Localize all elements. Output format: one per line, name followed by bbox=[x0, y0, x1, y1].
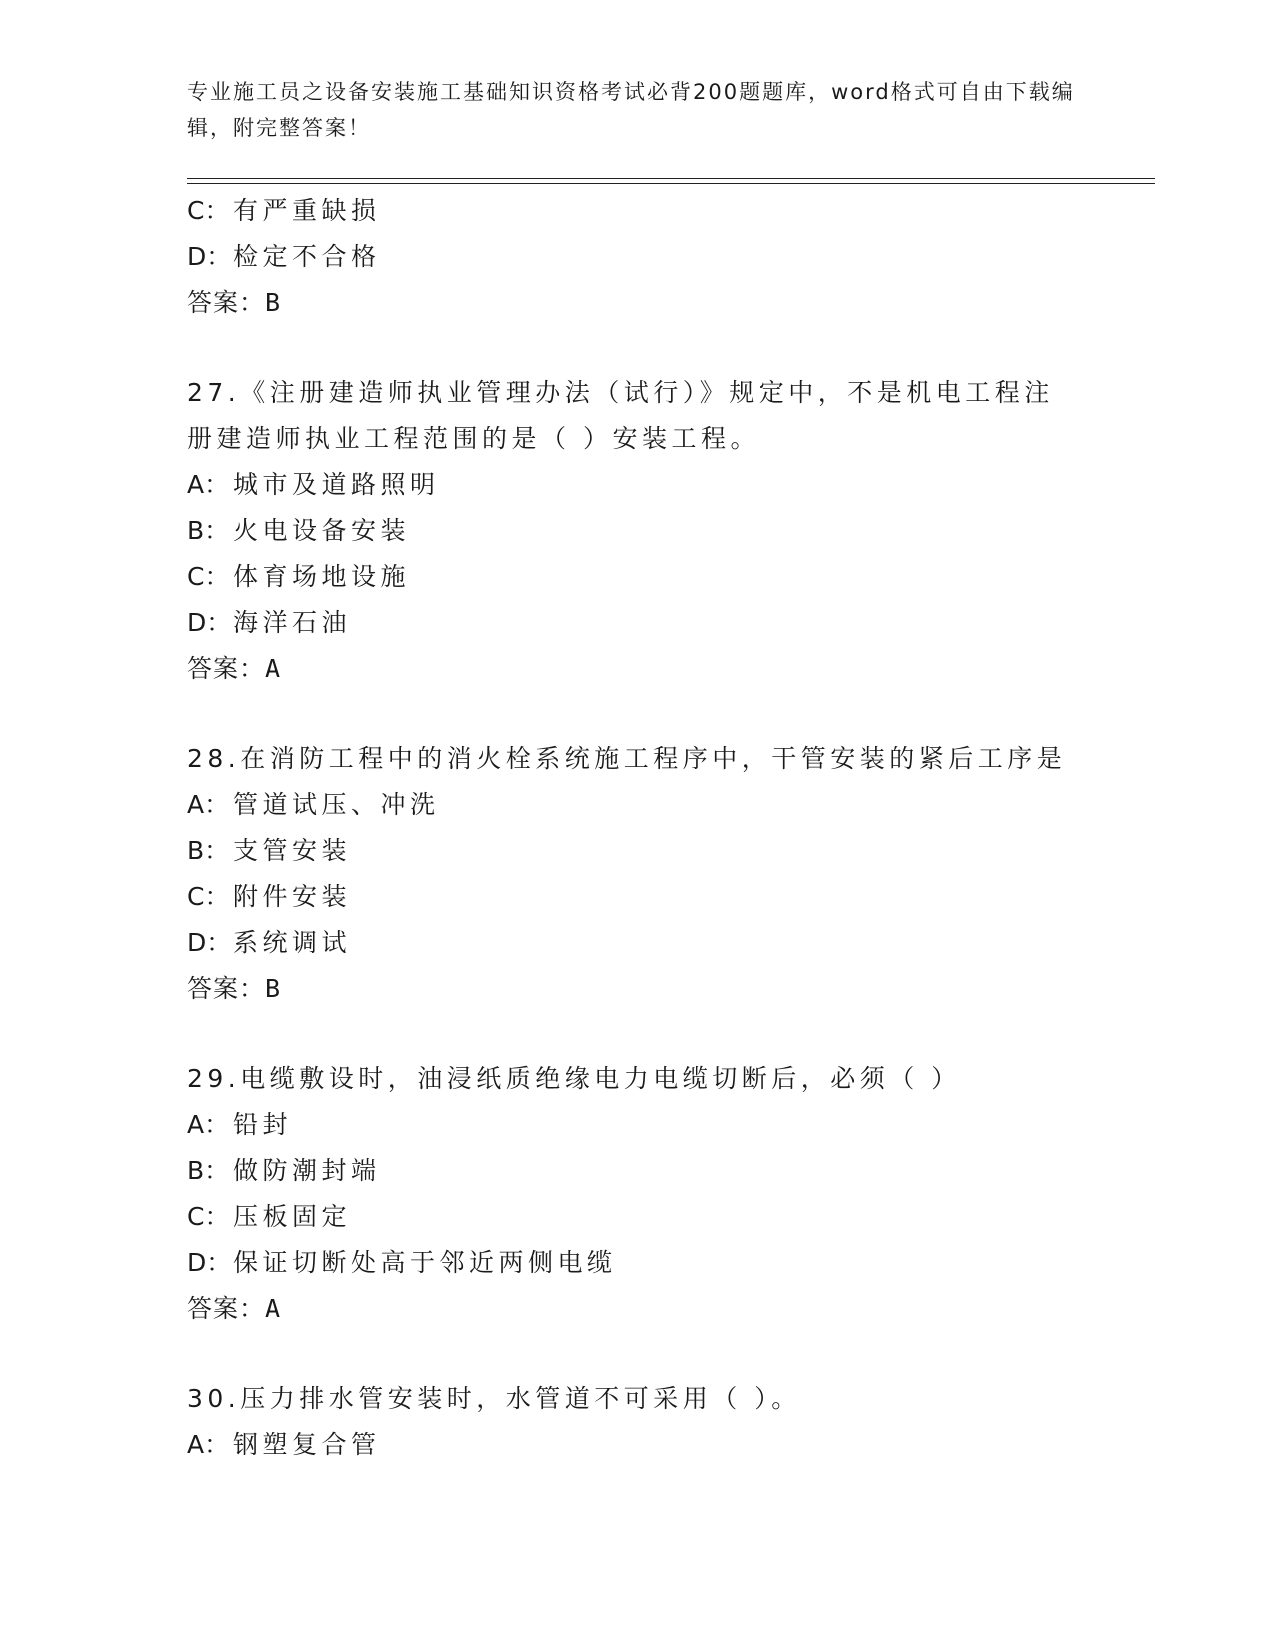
answer-line bbox=[187, 966, 1087, 1012]
option-label: A： bbox=[187, 790, 230, 819]
option-b bbox=[187, 828, 1087, 874]
option-a bbox=[187, 782, 1087, 828]
option-label: D： bbox=[187, 242, 232, 271]
option-text: 系统调试 bbox=[233, 928, 352, 957]
option-text: 做防潮封端 bbox=[233, 1156, 381, 1185]
option-text: 检定不合格 bbox=[233, 242, 381, 271]
question-text: 30.压力排水管安装时，水管道不可采用（ ）。 bbox=[187, 1384, 801, 1413]
option-text: 管道试压、冲洗 bbox=[233, 790, 440, 819]
answer-label: 答案： bbox=[187, 288, 266, 317]
question-text: 28.在消防工程中的消火栓系统施工程序中，干管安装的紧后工序是 bbox=[187, 744, 1067, 773]
option-label: B： bbox=[187, 516, 230, 545]
option-d bbox=[187, 920, 1087, 966]
option-d bbox=[187, 1240, 1087, 1286]
option-text: 有严重缺损 bbox=[233, 196, 381, 225]
answer-label: 答案： bbox=[187, 974, 266, 1003]
option-c bbox=[187, 874, 1087, 920]
answer-value: A bbox=[265, 1294, 282, 1323]
option-label: A： bbox=[187, 1110, 230, 1139]
option-text: 城市及道路照明 bbox=[233, 470, 440, 499]
option-text: 压板固定 bbox=[233, 1202, 352, 1231]
option-text: 体育场地设施 bbox=[233, 562, 411, 591]
option-b bbox=[187, 508, 1087, 554]
header-title: 专业施工员之设备安装施工基础知识资格考试必背200题题库，word格式可自由下载编辑，附完整答案！ bbox=[187, 80, 1075, 140]
question-list bbox=[187, 188, 1087, 1468]
option-text: 钢塑复合管 bbox=[233, 1430, 381, 1459]
option-d bbox=[187, 234, 1087, 280]
option-label: C： bbox=[187, 1202, 230, 1231]
document-header bbox=[187, 74, 1087, 146]
question-26-continued bbox=[187, 188, 1087, 326]
question-28 bbox=[187, 736, 1087, 1012]
option-b bbox=[187, 1148, 1087, 1194]
option-c bbox=[187, 1194, 1087, 1240]
option-text: 保证切断处高于邻近两侧电缆 bbox=[233, 1248, 617, 1277]
option-label: D： bbox=[187, 1248, 232, 1277]
option-label: C： bbox=[187, 196, 230, 225]
question-30 bbox=[187, 1376, 1087, 1468]
answer-label: 答案： bbox=[187, 1294, 266, 1323]
answer-line bbox=[187, 646, 1087, 692]
option-c bbox=[187, 554, 1087, 600]
option-label: B： bbox=[187, 1156, 230, 1185]
option-label: C： bbox=[187, 882, 230, 911]
option-label: B： bbox=[187, 836, 230, 865]
answer-label: 答案： bbox=[187, 654, 266, 683]
answer-value: B bbox=[265, 974, 282, 1003]
question-27 bbox=[187, 370, 1087, 692]
option-c bbox=[187, 188, 1087, 234]
option-label: D： bbox=[187, 928, 232, 957]
option-text: 支管安装 bbox=[233, 836, 352, 865]
option-label: C： bbox=[187, 562, 230, 591]
option-a bbox=[187, 462, 1087, 508]
answer-line bbox=[187, 1286, 1087, 1332]
option-text: 铅封 bbox=[233, 1110, 293, 1139]
option-label: A： bbox=[187, 470, 230, 499]
option-label: D： bbox=[187, 608, 232, 637]
option-d bbox=[187, 600, 1087, 646]
option-label: A： bbox=[187, 1430, 230, 1459]
option-text: 附件安装 bbox=[233, 882, 352, 911]
question-text: 29.电缆敷设时，油浸纸质绝缘电力电缆切断后，必须（ ） bbox=[187, 1064, 961, 1093]
answer-value: B bbox=[265, 288, 282, 317]
option-a bbox=[187, 1102, 1087, 1148]
option-text: 火电设备安装 bbox=[233, 516, 411, 545]
question-29 bbox=[187, 1056, 1087, 1332]
header-divider bbox=[187, 178, 1155, 184]
question-text: 27.《注册建造师执业管理办法（试行）》规定中，不是机电工程注册建造师执业工程范围的是（ ）安装工程。 bbox=[187, 378, 1054, 453]
option-a bbox=[187, 1422, 1087, 1468]
answer-value: A bbox=[265, 654, 282, 683]
option-text: 海洋石油 bbox=[233, 608, 352, 637]
answer-line bbox=[187, 280, 1087, 326]
